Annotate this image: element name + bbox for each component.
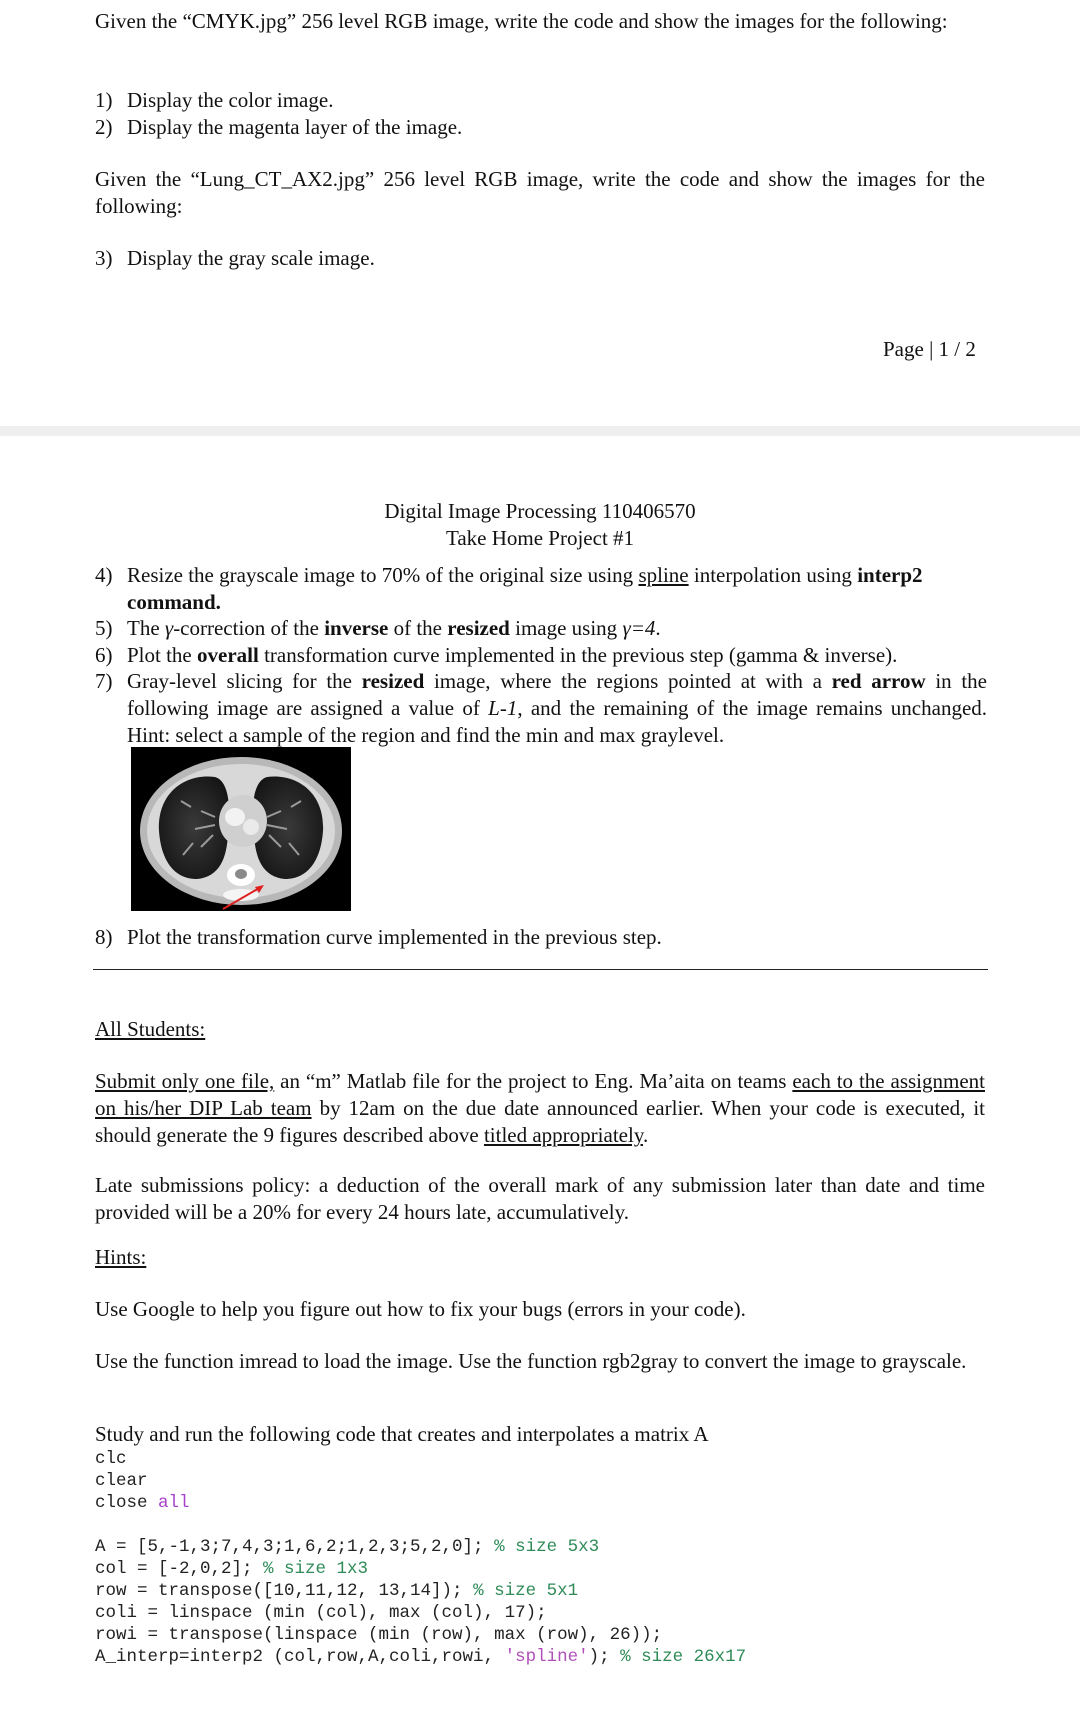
code-line-3 bbox=[95, 1492, 190, 1514]
hints-heading: Hints: bbox=[95, 1245, 147, 1269]
hint-imread: Use the function imread to load the image. Use the function rgb2gray to convert the image to grayscale. bbox=[95, 1349, 967, 1373]
code-line-9 bbox=[95, 1646, 746, 1668]
q5-part-g: image using bbox=[515, 616, 618, 640]
question-3-text: Display the gray scale image. bbox=[127, 246, 375, 270]
q4-part-c: interpolation using bbox=[693, 563, 852, 587]
q7-l-minus-1: L-1 bbox=[488, 696, 518, 720]
code-col: col = [-2,0,2]; bbox=[95, 1559, 264, 1579]
code-line-4 bbox=[95, 1536, 599, 1558]
submit-period: . bbox=[642, 1123, 649, 1147]
q4-interp2-bold: interp2 bbox=[857, 563, 923, 587]
question-4-text bbox=[127, 562, 987, 616]
q7-part-g: , and the remaining of the image remains unchanged. Hint: select a sample of the region and find the min and max graylevel. bbox=[127, 696, 988, 747]
question-4-number: 4) bbox=[95, 563, 113, 587]
intro-lung-paragraph: Given the “Lung_CT_AX2.jpg” 256 level RGB image, write the code and show the images for the following: bbox=[95, 167, 985, 218]
question-2-text: Display the magenta layer of the image. bbox=[127, 115, 463, 139]
code-line-7: coli = linspace (min (col), max (col), 17); bbox=[95, 1603, 547, 1623]
hint-google: Use Google to help you figure out how to fix your bugs (errors in your code). bbox=[95, 1297, 746, 1321]
q5-part-c: -correction of the bbox=[173, 616, 319, 640]
all-students-heading: All Students: bbox=[95, 1017, 206, 1041]
q7-part-a: Gray-level slicing for the bbox=[127, 669, 352, 693]
code-comment-1x3: % size 1x3 bbox=[263, 1559, 369, 1579]
q4-part-a: Resize the grayscale image to 70% of the original size using bbox=[127, 563, 634, 587]
late-policy-paragraph: Late submissions policy: a deduction of the overall mark of any submission later than date and time provided will be a 20% for every 24 hours late, accumulatively. bbox=[95, 1173, 985, 1224]
code-comment-26x17: % size 26x17 bbox=[620, 1647, 747, 1667]
header-course-title: Digital Image Processing 110406570 bbox=[384, 499, 696, 523]
q7-red-arrow-bold: red arrow bbox=[831, 669, 926, 693]
q4-spline-underlined: spline bbox=[638, 563, 689, 587]
document-page-1 bbox=[0, 0, 1080, 426]
header-project-title: Take Home Project #1 bbox=[445, 526, 635, 550]
q4-period: . bbox=[215, 590, 221, 614]
submit-titled-appropriately: titled appropriately bbox=[483, 1123, 643, 1147]
submit-only-one-file: Submit only one file, bbox=[95, 1069, 275, 1093]
page-separator bbox=[0, 426, 1080, 436]
submit-part-b: an “m” Matlab file for the project to Eng. Ma’aita on teams bbox=[280, 1069, 787, 1093]
q7-resized-bold: resized bbox=[361, 669, 425, 693]
q5-resized-bold: resized bbox=[447, 616, 510, 640]
q5-part-e: of the bbox=[393, 616, 443, 640]
question-8-number: 8) bbox=[95, 925, 113, 949]
q5-part-a: The bbox=[127, 616, 160, 640]
code-line-6 bbox=[95, 1580, 578, 1602]
code-keyword-all: all bbox=[158, 1493, 190, 1513]
question-5-text bbox=[127, 615, 661, 642]
lung-ct-drawing bbox=[131, 747, 351, 911]
code-row: row = transpose([10,11,12, 13,14]); bbox=[95, 1581, 474, 1601]
q6-overall-bold: overall bbox=[197, 643, 259, 667]
q5-period: . bbox=[655, 616, 661, 640]
submit-part-d: by 12am on the due date announced earlier. When your code is executed, it should generate the 9 figures described above bbox=[95, 1096, 985, 1147]
q7-part-e: in the following image are assigned a value of bbox=[127, 669, 988, 720]
code-comment-5x1: % size 5x1 bbox=[473, 1581, 579, 1601]
code-line-5 bbox=[95, 1558, 368, 1580]
q4-command-bold: command bbox=[127, 590, 216, 614]
question-5-number: 5) bbox=[95, 616, 113, 640]
lung-ct-image bbox=[131, 747, 351, 911]
question-1-text: Display the color image. bbox=[127, 88, 334, 112]
code-string-spline: 'spline' bbox=[504, 1647, 589, 1667]
question-3-number: 3) bbox=[95, 246, 113, 270]
page-number: Page | 1 / 2 bbox=[883, 337, 976, 361]
code-close: close bbox=[95, 1493, 159, 1513]
code-interp2-call: A_interp=interp2 (col,row,A,coli,rowi, bbox=[95, 1647, 505, 1667]
q7-part-c: image, where the regions pointed at with a bbox=[433, 669, 822, 693]
question-6-text bbox=[127, 642, 897, 669]
q6-part-a: Plot the bbox=[127, 643, 192, 667]
code-line-2: clear bbox=[95, 1471, 148, 1491]
intro-cmyk-paragraph: Given the “CMYK.jpg” 256 level RGB image, write the code and show the images for the following: bbox=[95, 9, 948, 33]
q6-part-c: transformation curve implemented in the previous step (gamma & inverse). bbox=[264, 643, 898, 667]
q5-gamma-symbol: γ bbox=[164, 616, 174, 640]
question-8-text: Plot the transformation curve implemented in the previous step. bbox=[127, 925, 662, 949]
code-close-paren: ); bbox=[588, 1647, 621, 1667]
question-6-number: 6) bbox=[95, 643, 113, 667]
submit-dip-lab-team: each to the assignment on his/her DIP Lab team bbox=[95, 1069, 985, 1120]
code-comment-5x3: % size 5x3 bbox=[494, 1537, 600, 1557]
submission-paragraph bbox=[95, 1068, 985, 1149]
horizontal-rule bbox=[93, 969, 988, 970]
q5-gamma-value: γ=4 bbox=[622, 616, 656, 640]
question-7-number: 7) bbox=[95, 669, 113, 693]
question-1-number: 1) bbox=[95, 88, 113, 112]
question-2-number: 2) bbox=[95, 115, 113, 139]
q5-inverse-bold: inverse bbox=[324, 616, 389, 640]
code-matrix-a: A = [5,-1,3;7,4,3;1,6,2;1,2,3;5,2,0]; bbox=[95, 1537, 495, 1557]
code-line-8: rowi = transpose(linspace (min (row), max (row), 26)); bbox=[95, 1625, 663, 1645]
question-7-text bbox=[127, 668, 987, 749]
code-line-1: clc bbox=[95, 1449, 127, 1469]
study-code-intro: Study and run the following code that creates and interpolates a matrix A bbox=[95, 1422, 709, 1446]
document-page-2 bbox=[0, 436, 1080, 1736]
